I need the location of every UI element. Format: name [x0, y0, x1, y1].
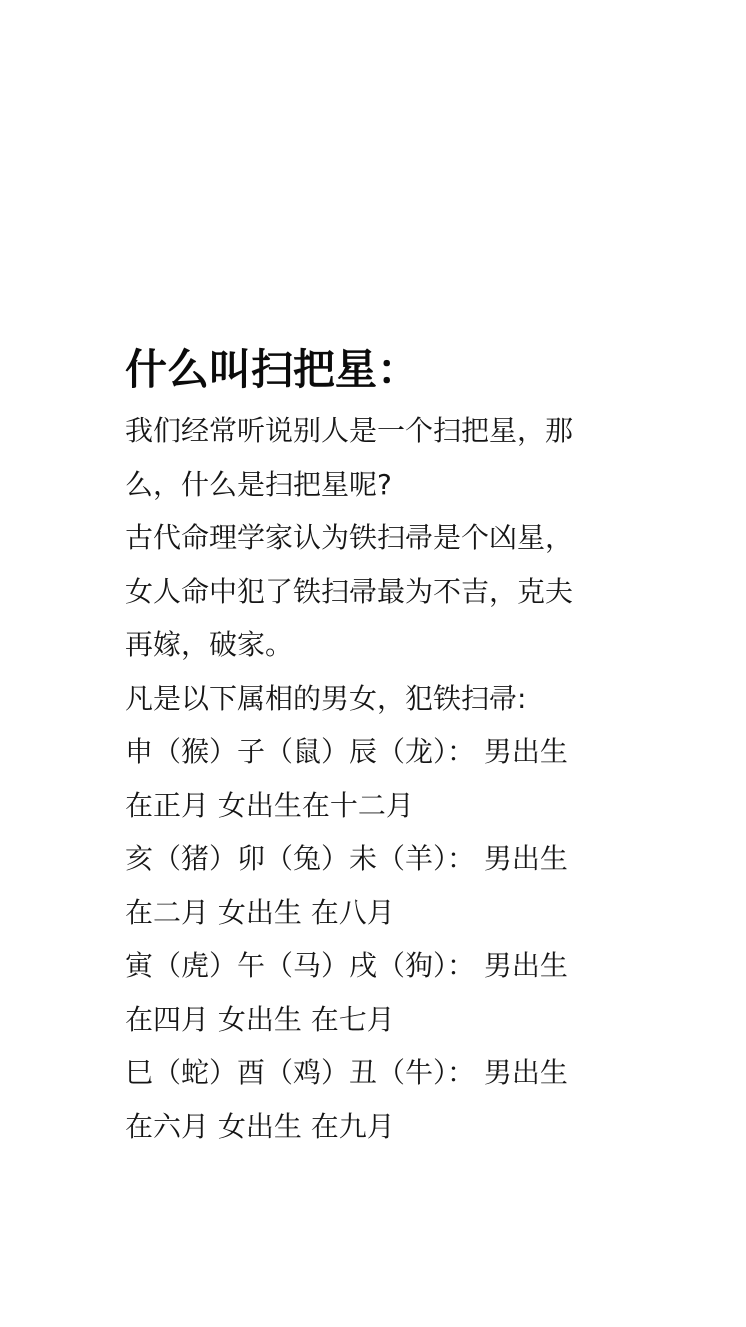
- article-title: 什么叫扫把星：: [125, 345, 420, 394]
- intro-paragraph: [125, 404, 625, 511]
- text-line: 申（猴）子（鼠）辰（龙）： 男出生: [125, 735, 568, 768]
- text-line: 在六月 女出生 在九月: [125, 1109, 395, 1143]
- text-line: 再嫁，破家。: [125, 628, 294, 661]
- text-line: 在二月 女出生 在八月: [125, 895, 395, 929]
- article: [125, 340, 625, 1153]
- text-line: 在正月 女出生在十二月: [125, 788, 414, 822]
- text-line: 古代命理学家认为铁扫帚是个凶星，: [125, 521, 574, 554]
- text-line: 寅（虎）午（马）戌（狗）： 男出生: [125, 949, 568, 982]
- zodiac-group-hai-mao-wei: [125, 832, 625, 939]
- list-intro-paragraph: [125, 672, 625, 726]
- text-line: 么，什么是扫把星呢?: [125, 467, 392, 501]
- text-line: 我们经常听说别人是一个扫把星，那: [125, 414, 574, 447]
- explanation-paragraph: [125, 511, 625, 672]
- text-line: 亥（猪）卯（兔）未（羊）： 男出生: [125, 842, 568, 875]
- text-line: 巳（蛇）酉（鸡）丑（牛）： 男出生: [125, 1056, 568, 1089]
- zodiac-group-si-you-chou: [125, 1046, 625, 1153]
- zodiac-group-shen-zi-chen: [125, 725, 625, 832]
- text-line: 凡是以下属相的男女，犯铁扫帚:: [125, 681, 527, 715]
- text-line: 在四月 女出生 在七月: [125, 1002, 395, 1036]
- text-line: 女人命中犯了铁扫帚最为不吉，克夫: [125, 574, 574, 608]
- zodiac-group-yin-wu-xu: [125, 939, 625, 1046]
